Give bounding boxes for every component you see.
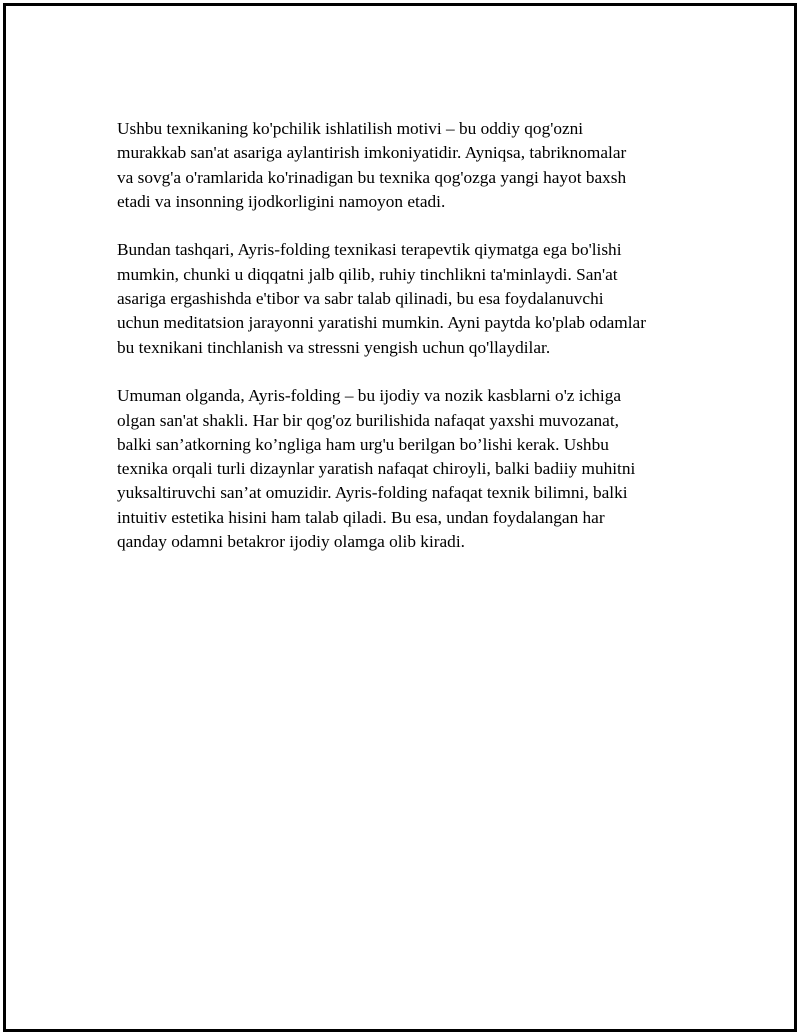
paragraph-1: Ushbu texnikaning ko'pchilik ishlatilish motivi – bu oddiy qog'ozni murakkab san'at asariga aylantirish imkoniyatidir. Ayniqsa, tabriknomalar va sovg'a o'ramlarida ko'rinadigan bu texnika qog'ozga yangi hayot baxsh etadi va insonning ijodkorligini namoyon etadi. [117, 119, 627, 211]
document-body [117, 117, 697, 579]
paragraph-2: Bundan tashqari, Ayris-folding texnikasi terapevtik qiymatga ega bo'lishi mumkin, chunki u diqqatni jalb qilib, ruhiy tinchlikni ta'minlaydi. San'at asariga ergashishda e'tibor va sabr talab qilinadi, bu esa foydalanuvchi uchun meditatsion jarayonni yaratishi mumkin. Ayni paytda ko'plab odamlar bu texnikani tinchlanish va stressni yengish uchun qo'llaydilar. [117, 240, 646, 357]
paragraph-3: Umuman olganda, Ayris-folding – bu ijodiy va nozik kasblarni o'z ichiga olgan san'at shakli. Har bir qog'oz burilishida nafaqat yaxshi muvozanat, balki san’atkorning ko’ngliga ham urg'u berilgan bo’lishi kerak. Ushbu texnika orqali turli dizaynlar yaratish nafaqat chiroyli, balki badiiy muhitni yuksaltiruvchi san’at omuzidir. Ayris-folding nafaqat texnik bilimni, balki intuitiv estetika hisini ham talab qiladi. Bu esa, undan foydalangan har qanday odamni betakror ijodiy olamga olib kiradi. [117, 386, 636, 552]
